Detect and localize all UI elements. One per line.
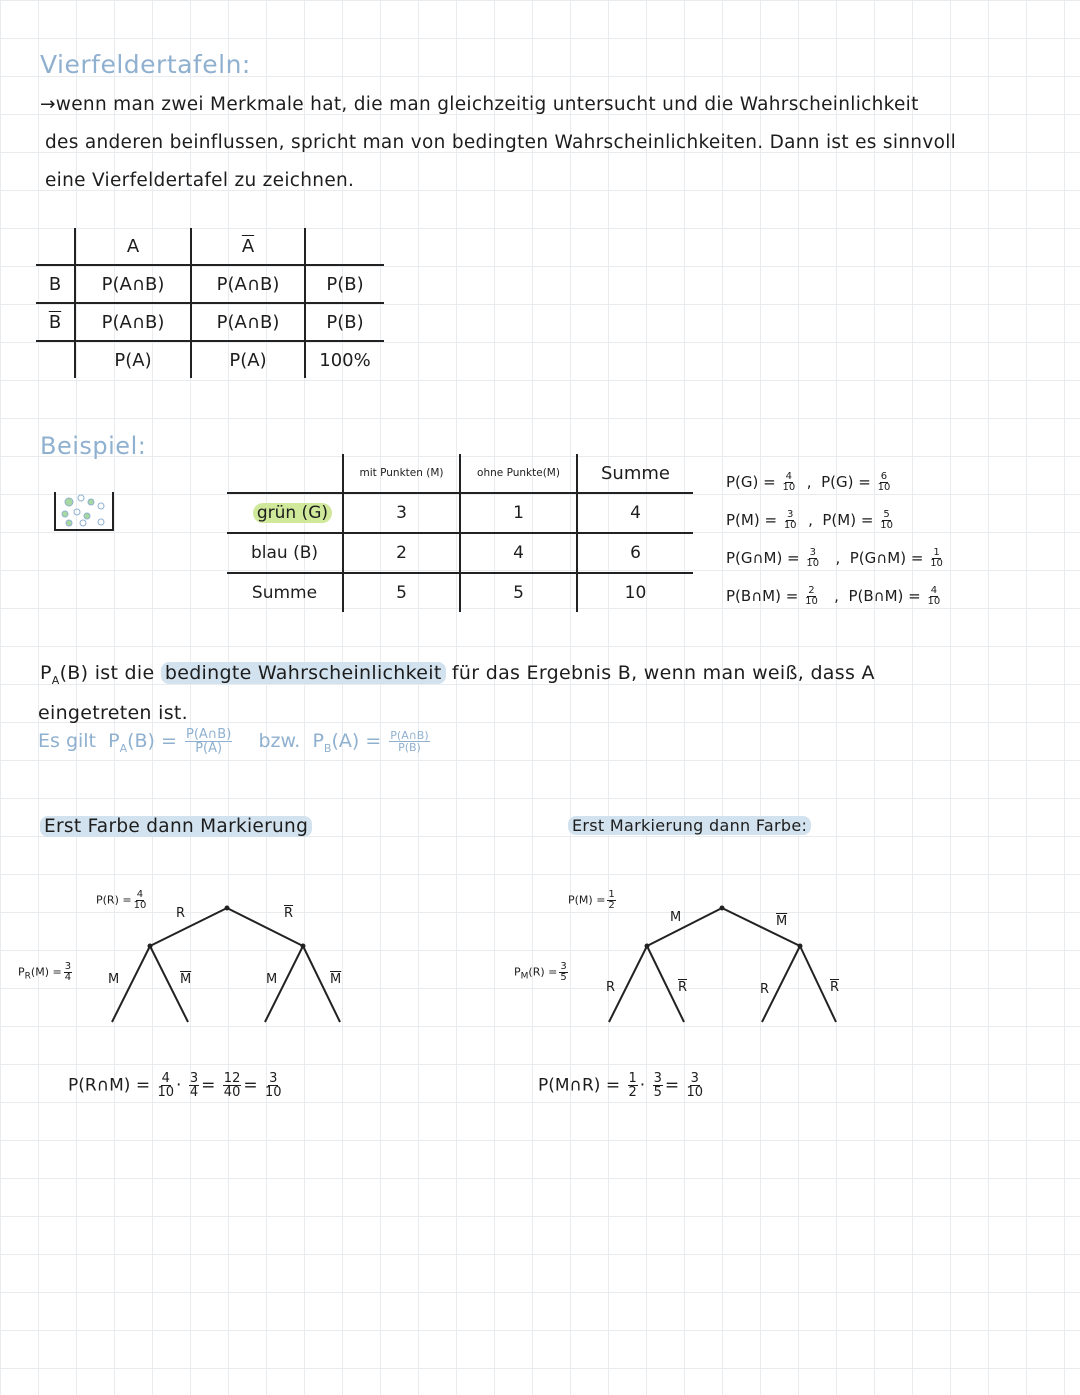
tree-2-label-r2: R: [760, 982, 770, 997]
row-bbar: $\overline{B}$: [48, 311, 62, 333]
header-sum: Summe: [577, 454, 693, 493]
cell-p-a-and-bbar: P(A∩B): [75, 303, 191, 341]
tree-2-label-rbar1: $\overline{R}$: [678, 980, 688, 995]
tree-2-title: Erst Markierung dann Farbe:: [568, 816, 811, 835]
tree-1-diagram: [0, 880, 520, 1040]
cell-green-with-dots: 3: [343, 493, 460, 533]
cell-p-abar-and-b: P(A∩B): [191, 265, 305, 303]
formula-line: Es gilt $P_A(B)$ = $\frac{P(A\cap B)}{P(A)}$ bzw. $P_B(A)$ = $\frac{P(A\cap B)}{P(B)}$: [38, 727, 429, 756]
p-g: P(G) =: [726, 473, 776, 491]
cell-sum-without-dots: 5: [460, 573, 577, 612]
row-blue: blau (B): [250, 543, 319, 563]
cell-green-without-dots: 1: [460, 493, 577, 533]
definition-line-2: eingetreten ist.: [38, 702, 188, 724]
tree-2-p-m-r: $P_M(R)$ = $\frac{3}{5}$: [514, 961, 567, 983]
tree-2-label-rbar2: $\overline{R}$: [830, 980, 840, 995]
p-g-and-mbar: P(G∩M) =: [849, 549, 924, 567]
p-g-and-m: P(G∩M) =: [726, 549, 800, 567]
example-table: [227, 454, 693, 612]
example-heading: Beispiel:: [40, 432, 147, 460]
marble-box-icon: [53, 490, 115, 532]
p-mbar: P(M) =: [822, 511, 874, 529]
header-a: A: [75, 228, 191, 265]
row-sum: Summe: [251, 583, 318, 603]
highlight-conditional-probability: bedingte Wahrscheinlichkeit: [161, 662, 446, 684]
intro-line-1: →wenn man zwei Merkmale hat, die man gleichzeitig untersucht und die Wahrscheinlichkeit: [40, 94, 919, 115]
prob-row-3: P(G∩M) = $\frac{3}{10}$ , P(G∩M) = $\frac{1}{10}$: [726, 547, 943, 569]
tree-2-label-m: M: [670, 910, 682, 925]
formula-1-fraction: $\frac{P(A\cap B)}{P(A)}$: [185, 727, 232, 756]
tree-1-label-m2: M: [266, 972, 278, 987]
tree-2-calculation: P(M∩R) = $\frac{1}{2}$ · $\frac{3}{5}$ = $\frac{3}{10}$: [538, 1071, 704, 1100]
cell-green-sum: 4: [577, 493, 693, 533]
cell-blue-sum: 6: [577, 533, 693, 573]
tree-1-label-mbar1: $\overline{M}$: [180, 972, 192, 987]
header-without-dots: ohne Punkte(M): [460, 454, 577, 493]
branch-mbar: [722, 908, 800, 946]
tree-1-label-mbar2: $\overline{M}$: [330, 972, 342, 987]
cell-p-a-and-b: P(A∩B): [75, 265, 191, 303]
cell-p-abar-and-bbar: P(A∩B): [191, 303, 305, 341]
header-abar: $\overline{A}$: [241, 235, 255, 257]
cell-blue-without-dots: 4: [460, 533, 577, 573]
prob-row-1: P(G) = $\frac{4}{10}$ , P(G) = $\frac{6}{10}$: [726, 471, 891, 493]
cell-p-abar: P(A): [191, 341, 305, 378]
definition-line-1: $P_A(B)$ ist die bedingte Wahrscheinlichkeit für das Ergebnis B, wenn man weiß, dass A: [40, 662, 875, 687]
tree-1-label-m1: M: [108, 972, 120, 987]
prob-row-4: P(B∩M) = $\frac{2}{10}$ , P(B∩M) = $\frac{4}{10}$: [726, 585, 941, 607]
p-b-and-m: P(B∩M) =: [726, 587, 799, 605]
cell-total: 100%: [305, 341, 384, 378]
row-b: B: [48, 273, 62, 295]
branch-m: [647, 908, 722, 946]
tree-1-label-rbar: $\overline{R}$: [284, 906, 294, 921]
p-m: P(M) =: [726, 511, 778, 529]
p-gbar: P(G) =: [821, 473, 871, 491]
page-title: Vierfeldertafeln:: [40, 50, 251, 79]
header-with-dots: mit Punkten (M): [343, 454, 460, 493]
tree-1-calculation: P(R∩M) = $\frac{4}{10}$ · $\frac{3}{4}$ = $\frac{12}{40}$ = $\frac{3}{10}$: [68, 1071, 282, 1100]
intro-line-2: des anderen beinflussen, spricht man von bedingten Wahrscheinlichkeiten. Dann ist es sinnvoll: [45, 132, 957, 153]
row-green: grün (G): [253, 503, 332, 523]
p-b-and-mbar: P(B∩M) =: [848, 587, 921, 605]
cell-sum-with-dots: 5: [343, 573, 460, 612]
tree-1-p-r: P(R) = $\frac{4}{10}$: [96, 889, 147, 911]
tree-2-diagram: [500, 880, 880, 1040]
tree-1-p-r-m: $P_R(M)$ = $\frac{3}{4}$: [18, 961, 72, 983]
cell-p-bbar: P(B): [305, 303, 384, 341]
intro-line-3: eine Vierfeldertafel zu zeichnen.: [45, 170, 355, 191]
prob-row-2: P(M) = $\frac{3}{10}$ , P(M) = $\frac{5}{10}$: [726, 509, 893, 531]
cell-total: 10: [577, 573, 693, 612]
tree-2-label-mbar: $\overline{M}$: [776, 914, 788, 929]
tree-2-p-m: P(M) = $\frac{1}{2}$: [568, 889, 615, 911]
cell-p-b: P(B): [305, 265, 384, 303]
tree-1-title: Erst Farbe dann Markierung: [40, 816, 312, 837]
tree-2-label-r1: R: [606, 980, 616, 995]
tree-1-label-r: R: [176, 906, 186, 921]
formula-2-fraction: $\frac{P(A\cap B)}{P(B)}$: [390, 729, 429, 754]
cell-p-a: P(A): [75, 341, 191, 378]
general-four-field-table: [36, 228, 384, 378]
cell-blue-with-dots: 2: [343, 533, 460, 573]
branch-r: [150, 908, 227, 946]
